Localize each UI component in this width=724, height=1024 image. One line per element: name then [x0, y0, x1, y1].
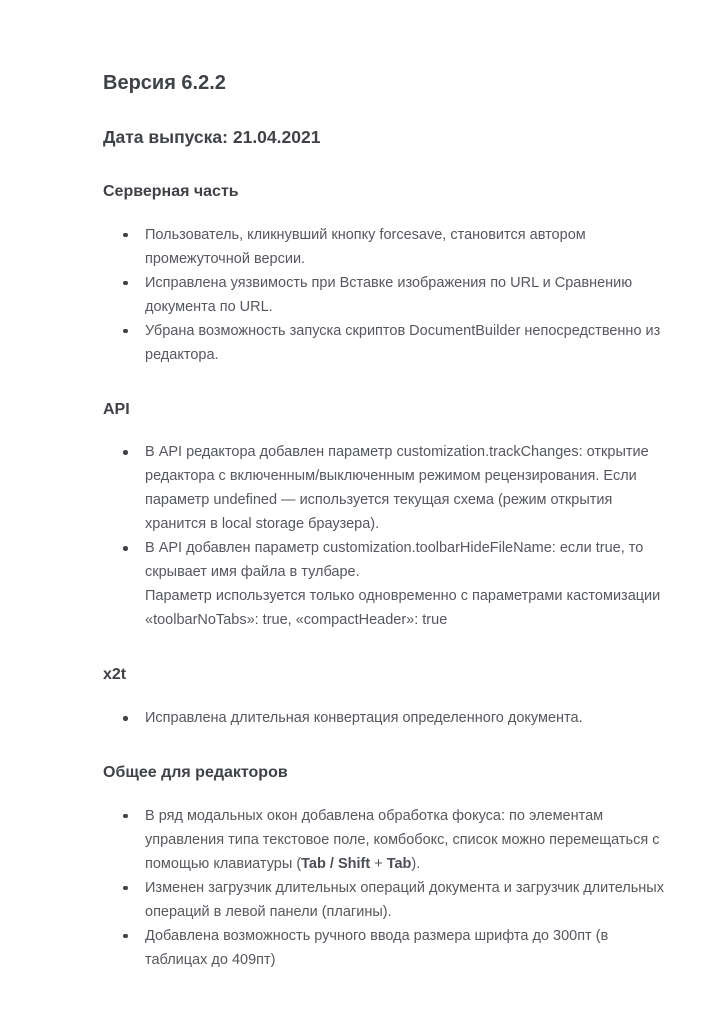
bullet-list-server: [103, 223, 664, 367]
list-item-text: +: [370, 855, 387, 872]
section-api: [103, 400, 664, 633]
list-item: [145, 706, 664, 730]
list-item: [145, 876, 664, 924]
section-editors-common: [103, 763, 664, 972]
list-item: [145, 924, 664, 972]
list-item: [145, 440, 664, 536]
keyboard-shortcut: Tab / Shift: [301, 855, 371, 872]
list-item-text: В API редактора добавлен параметр customization.trackChanges: открытие редактора с включенным/выключенным режимом рецензирования. Если параметр undefined — используется текущая схема (режим открытия хранится в local storage браузера).: [145, 444, 649, 533]
list-item-text: В API добавлен параметр customization.toolbarHideFileName: если true, то скрывает имя файла в тулбаре.: [145, 540, 644, 581]
list-item-text: ).: [411, 855, 421, 872]
list-item: [145, 271, 664, 319]
section-heading-x2t: x2t: [103, 666, 127, 684]
list-item-text-continued: Параметр используется только одновременно с параметрами кастомизации «toolbarNoTabs»: true, «compactHeader»: true: [145, 588, 661, 629]
list-item-text: Убрана возможность запуска скриптов DocumentBuilder непосредственно из редактора.: [145, 322, 661, 363]
bullet-list-x2t: [103, 706, 664, 730]
section-heading-editors-common: Общее для редакторов: [103, 764, 288, 782]
list-item-text: Изменен загрузчик длительных операций документа и загрузчик длительных операций в левой панели (плагины).: [145, 879, 664, 920]
list-item: [145, 804, 664, 876]
keyboard-shortcut: Tab: [386, 855, 412, 872]
bullet-list-api: [103, 440, 664, 632]
list-item: [145, 223, 664, 271]
list-item-text: В ряд модальных окон добавлена обработка фокуса: по элементам управления типа текстовое поле, комбобокс, список можно перемещаться с помощью клавиатуры (: [145, 807, 660, 872]
list-item: [145, 319, 664, 367]
list-item: [145, 536, 664, 632]
section-heading-server: Серверная часть: [103, 182, 239, 200]
list-item-text: Исправлена уязвимость при Вставке изображения по URL и Сравнению документа по URL.: [145, 274, 633, 315]
list-item-text: Добавлена возможность ручного ввода размера шрифта до 300пт (в таблицах до 409пт): [145, 927, 609, 968]
release-date-heading: Дата выпуска: 21.04.2021: [103, 127, 321, 147]
list-item-text: Исправлена длительная конвертация определенного документа.: [145, 710, 583, 727]
page-title: Версия 6.2.2: [103, 72, 226, 94]
bullet-list-editors-common: [103, 804, 664, 972]
section-server: [103, 182, 664, 367]
list-item-text: Пользователь, кликнувший кнопку forcesave, становится автором промежуточной версии.: [145, 226, 586, 267]
section-heading-api: API: [103, 400, 130, 418]
section-x2t: [103, 665, 664, 730]
